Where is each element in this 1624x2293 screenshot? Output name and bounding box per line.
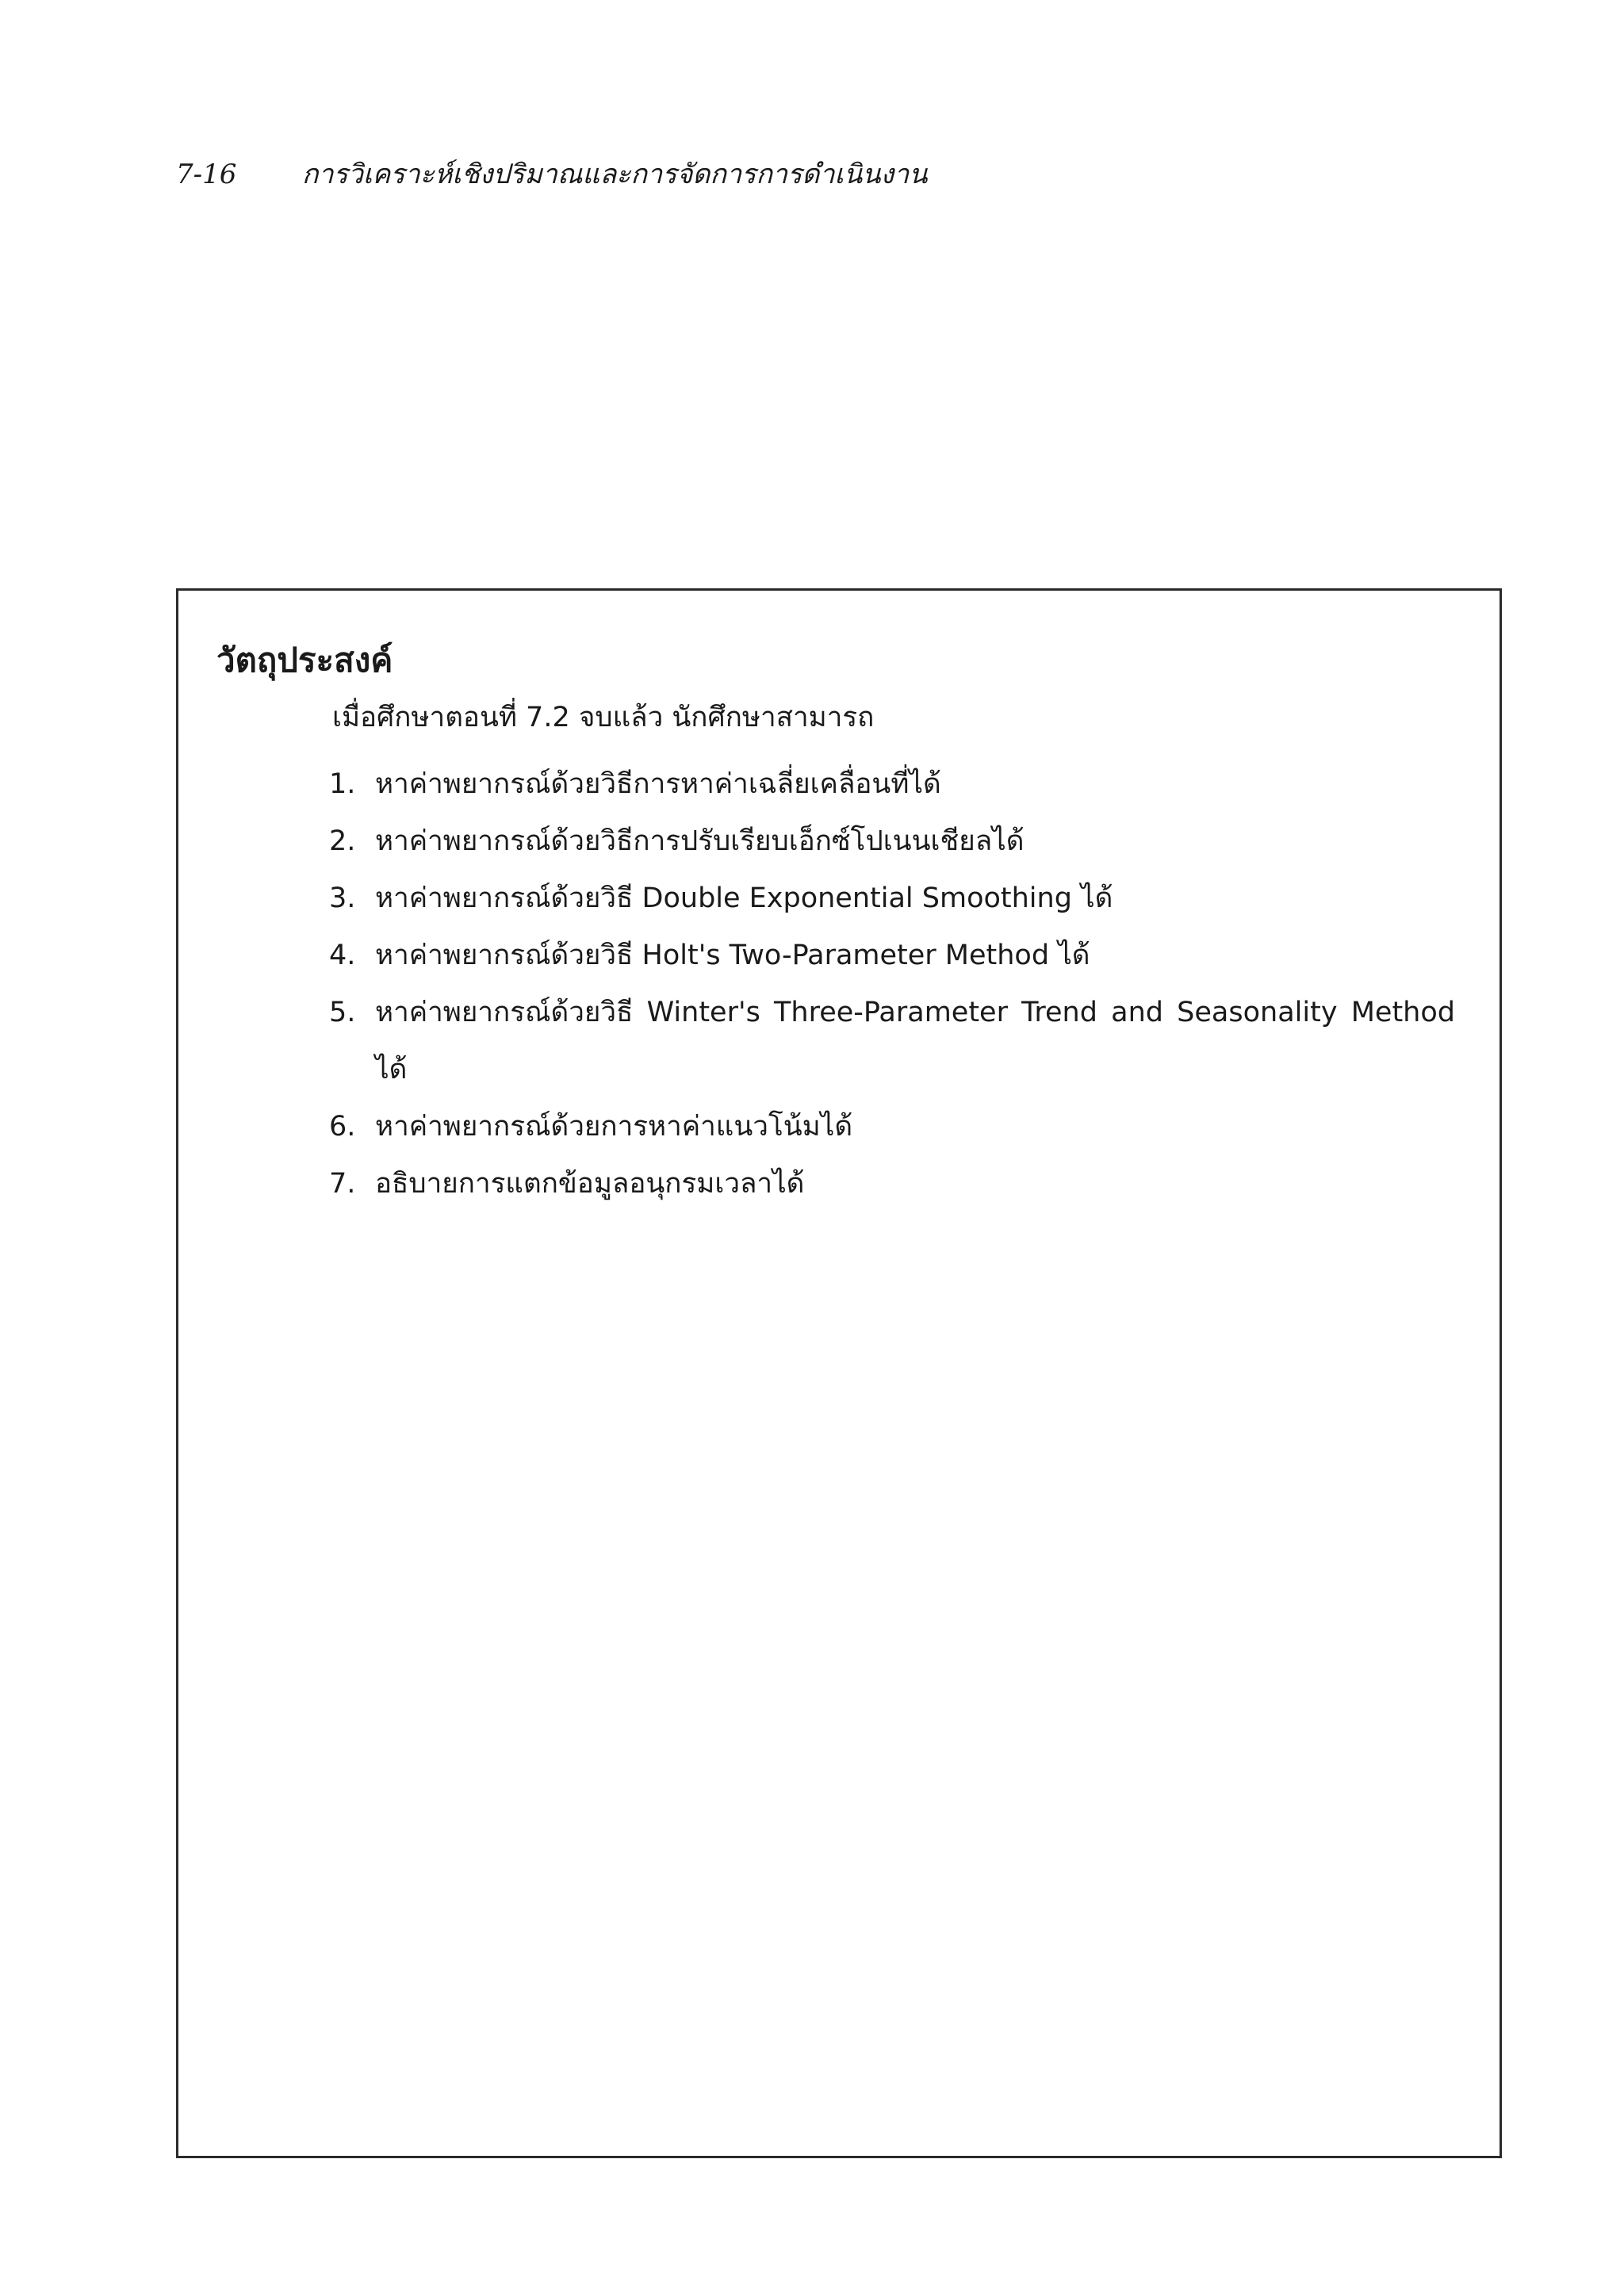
book-title: การวิเคราะห์เชิงปริมาณและการจัดการการดำเนินงาน [301, 159, 928, 190]
objective-item-5 [329, 984, 1455, 1098]
objective-text: หาค่าพยากรณ์ด้วยวิธี Winter's Three-Parameter Trend and Seasonality Method ได้ [375, 997, 1455, 1085]
objective-text: อธิบายการแตกข้อมูลอนุกรมเวลาได้ [375, 1168, 805, 1200]
objective-text: หาค่าพยากรณ์ด้วยวิธีการปรับเรียบเอ็กซ์โปเนนเชียลได้ [375, 825, 1025, 857]
objective-number: 7. [329, 1168, 356, 1200]
objective-number: 5. [329, 997, 356, 1028]
objectives-box [176, 588, 1502, 2158]
objective-number: 3. [329, 882, 356, 914]
objective-number: 4. [329, 940, 356, 971]
objective-number: 2. [329, 825, 356, 857]
objective-text: หาค่าพยากรณ์ด้วยการหาค่าแนวโน้มได้ [375, 1111, 853, 1143]
objective-number: 6. [329, 1111, 356, 1143]
objective-item-2 [329, 813, 1455, 870]
objective-text: หาค่าพยากรณ์ด้วยวิธีการหาค่าเฉลี่ยเคลื่อนที่ได้ [375, 768, 941, 800]
objectives-intro: เมื่อศึกษาตอนที่ 7.2 จบแล้ว นักศึกษาสามารถ [332, 702, 875, 733]
running-header [176, 155, 927, 193]
objective-number: 1. [329, 768, 356, 800]
page-number: 7-16 [176, 159, 237, 190]
objectives-title: วัตถุประสงค์ [216, 641, 393, 679]
objective-item-4 [329, 927, 1455, 984]
objective-item-1 [329, 756, 1455, 813]
objective-text: หาค่าพยากรณ์ด้วยวิธี Double Exponential Smoothing ได้ [375, 882, 1113, 914]
objective-item-3 [329, 870, 1455, 927]
objective-text: หาค่าพยากรณ์ด้วยวิธี Holt's Two-Parameter Method ได้ [375, 940, 1090, 971]
objectives-list [329, 756, 1455, 1212]
objective-item-6 [329, 1098, 1455, 1155]
objective-item-7 [329, 1155, 1455, 1212]
